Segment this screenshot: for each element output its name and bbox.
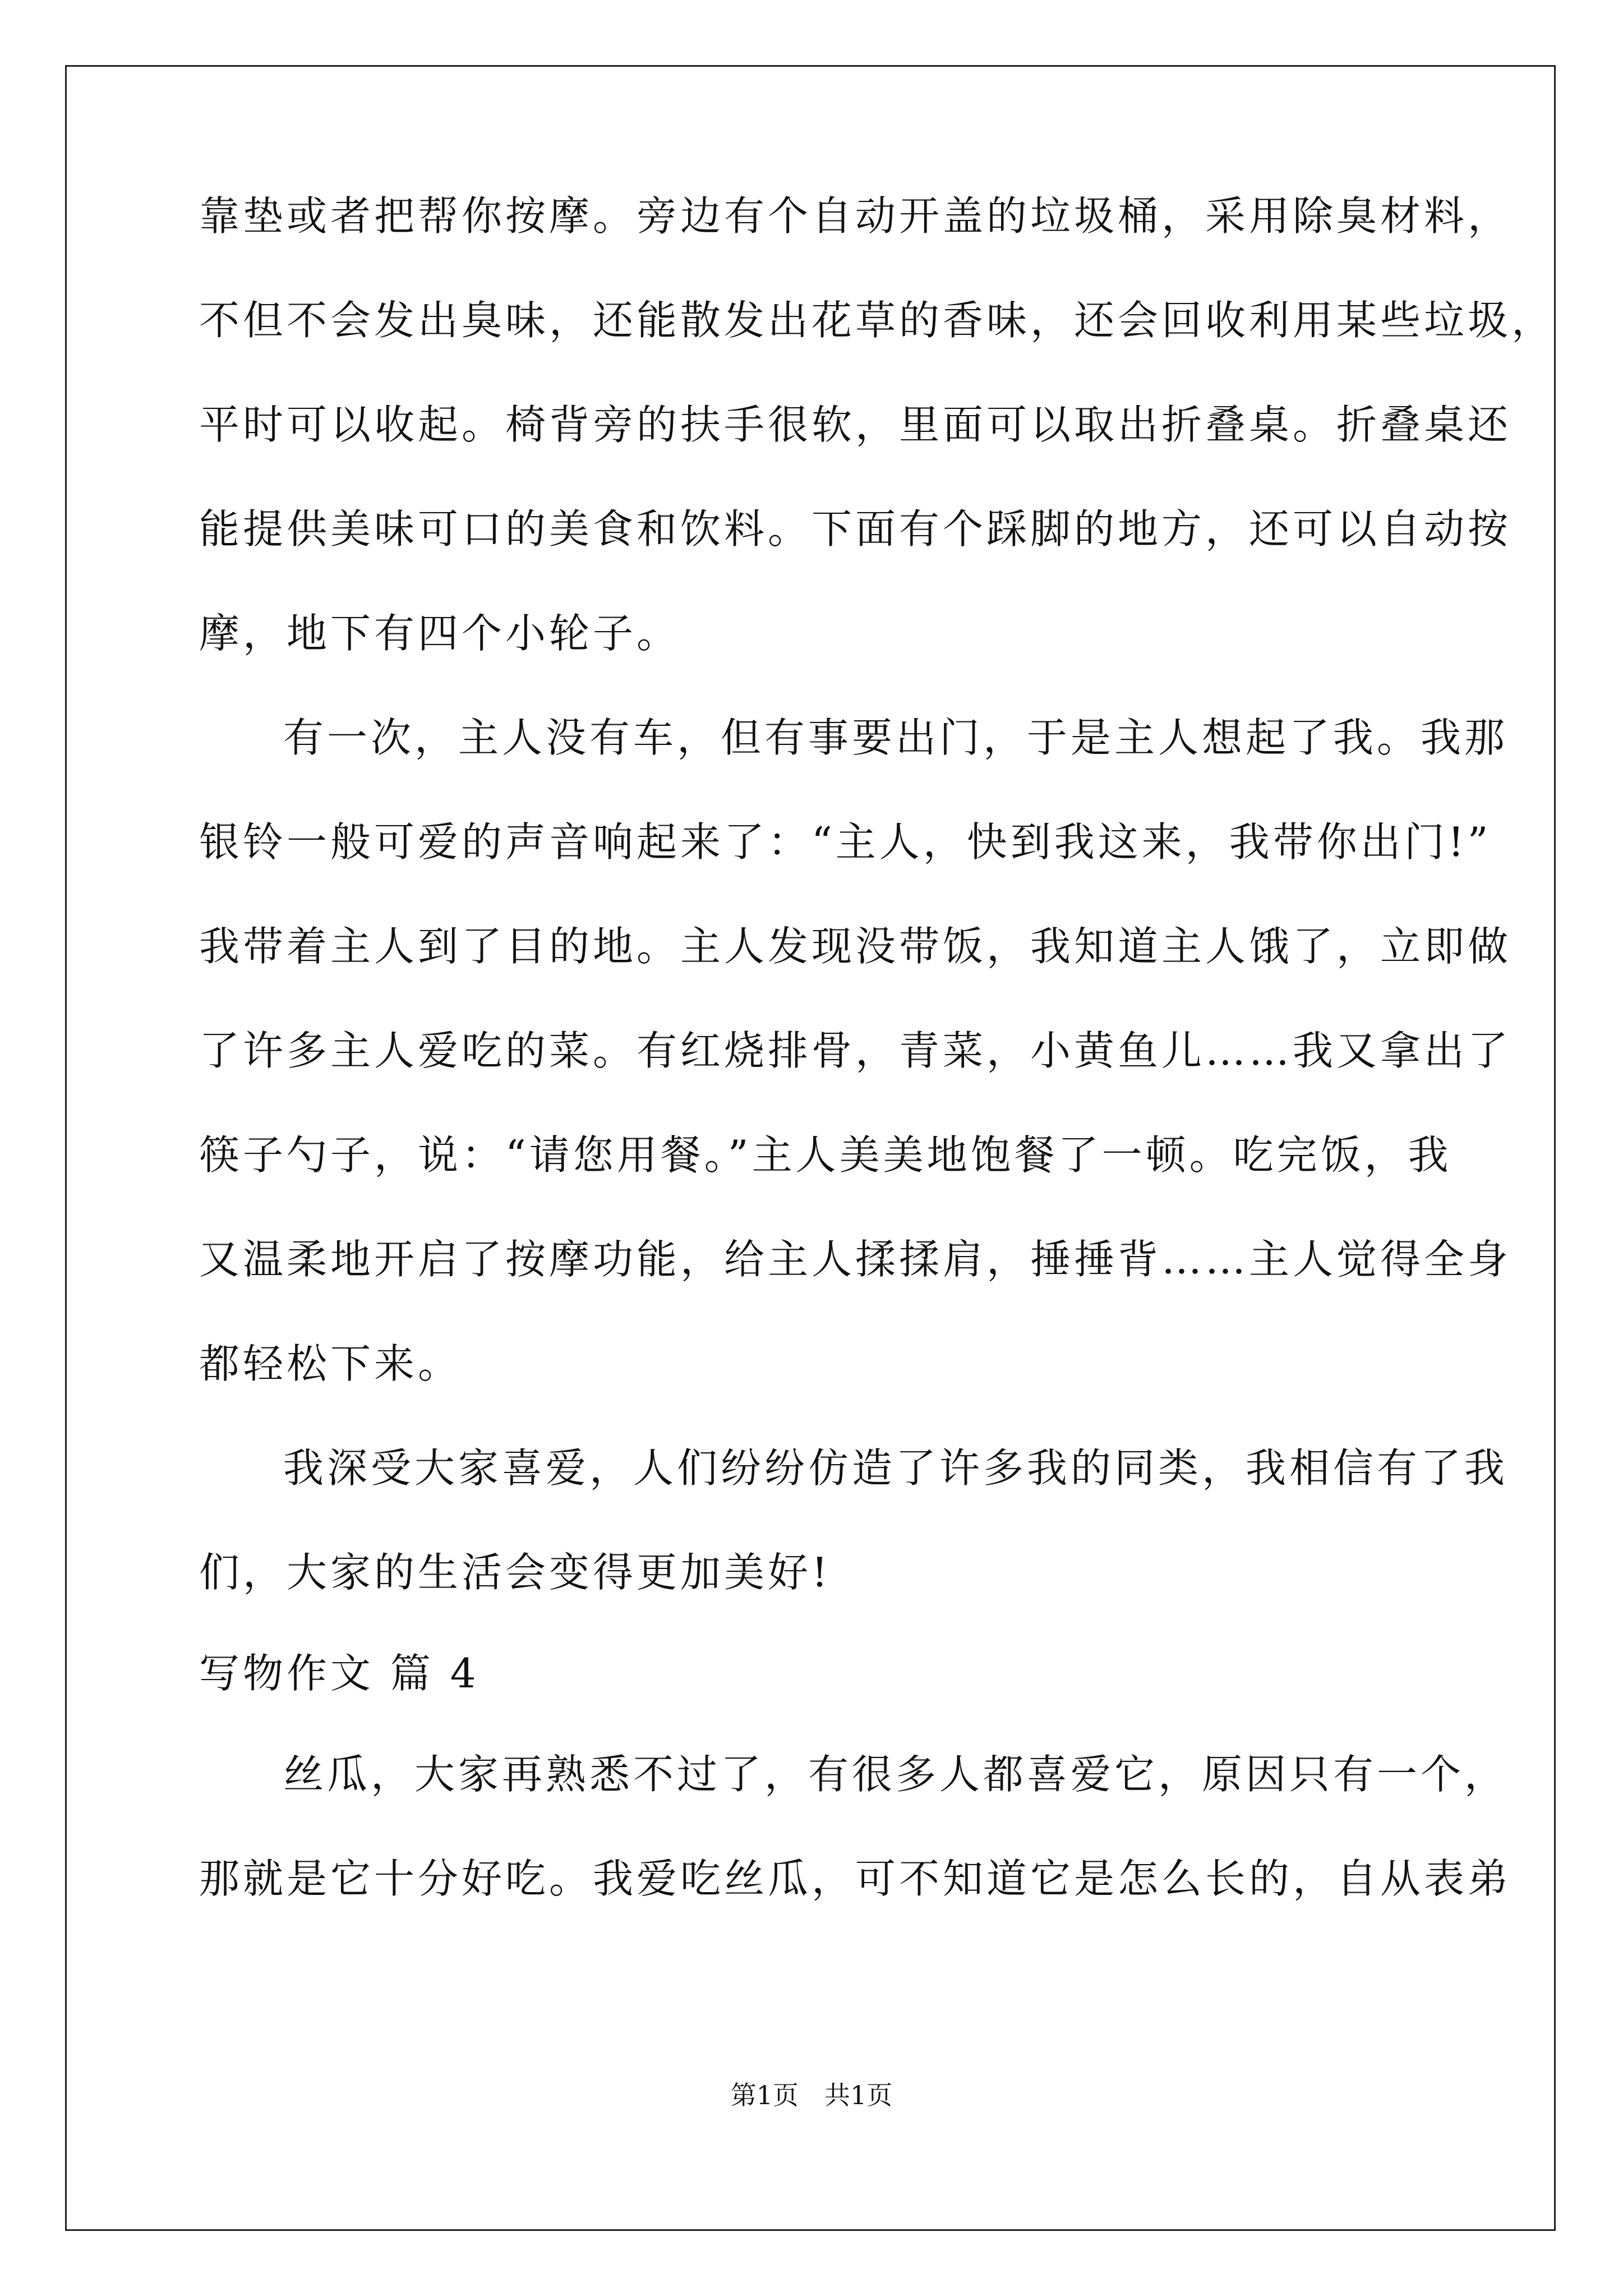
paragraph-4-line-2: 那就是它十分好吃。我爱吃丝瓜，可不知道它是怎么长的，自从表弟 (199, 1855, 1512, 1902)
paragraph-2-line-6: 又温柔地开启了按摩功能，给主人揉揉肩，捶捶背……主人觉得全身 (199, 1236, 1512, 1283)
paragraph-1-line-2: 不但不会发出臭味，还能散发出花草的香味，还会回收利用某些垃圾， (199, 297, 1556, 344)
paragraph-1-line-3: 平时可以收起。椅背旁的扶手很软，里面可以取出折叠桌。折叠桌还 (199, 401, 1512, 448)
paragraph-1-line-1: 靠垫或者把帮你按摩。旁边有个自动开盖的垃圾桶，采用除臭材料， (199, 192, 1512, 240)
paragraph-4-line-1: 丝瓜，大家再熟悉不过了，有很多人都喜爱它，原因只有一个， (283, 1751, 1509, 1798)
paragraph-1-line-5: 摩，地下有四个小轮子。 (199, 610, 681, 657)
paragraph-3-line-1: 我深受大家喜爱，人们纷纷仿造了许多我的同类，我相信有了我 (283, 1444, 1509, 1492)
paragraph-1-line-4: 能提供美味可口的美食和饮料。下面有个踩脚的地方，还可以自动按 (199, 505, 1512, 553)
section-heading: 写物作文 篇 4 (199, 1650, 479, 1697)
paragraph-2-line-3: 我带着主人到了目的地。主人发现没带饭，我知道主人饿了，立即做 (199, 923, 1512, 970)
paragraph-3-line-2: 们，大家的生活会变得更加美好! (199, 1549, 831, 1596)
paragraph-2-line-7: 都轻松下来。 (199, 1340, 462, 1387)
paragraph-2-line-2: 银铃一般可爱的声音响起来了：“主人，快到我这来，我带你出门!” (199, 818, 1492, 866)
paragraph-2-line-5: 筷子勺子，说：“请您用餐。”主人美美地饱餐了一顿。吃完饭，我 (199, 1131, 1452, 1179)
paragraph-2-line-1: 有一次，主人没有车，但有事要出门，于是主人想起了我。我那 (283, 714, 1509, 761)
paragraph-2-line-4: 了许多主人爱吃的菜。有红烧排骨，青菜，小黄鱼儿……我又拿出了 (199, 1027, 1512, 1074)
page-footer: 第1页 共1页 (730, 2080, 893, 2110)
